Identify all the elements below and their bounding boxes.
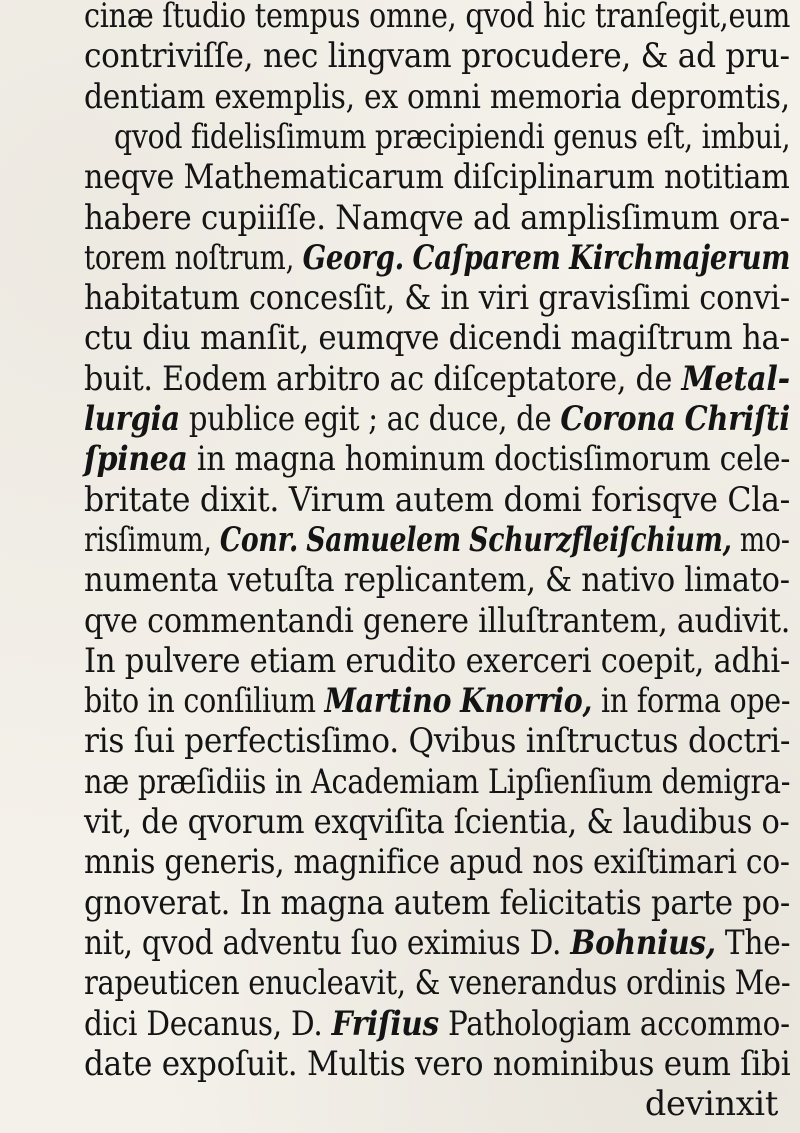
text-line: nit, qvod adventu ſuo eximius D. Bohnius, The-	[84, 922, 791, 962]
text-line: In pulvere etiam erudito exerceri coepit, adhi-	[84, 640, 790, 680]
text-line: bito in conſilium Martino Knorrio, in forma ope-	[84, 681, 791, 721]
text-line: britate dixit. Virum autem domi forisqve Cla-	[84, 479, 790, 519]
text-line: torem noſtrum, Georg. Caſparem Kirchmajerum	[84, 237, 791, 277]
text-line: cinæ ſtudio tempus omne, qvod hic tranſegit,eum	[84, 0, 791, 35]
text-line: næ præſidiis in Academiam Lipſienſium demigra-	[84, 761, 791, 801]
text-line: habitatum concesſit, & in viri gravisſimi convi-	[84, 278, 790, 318]
text-line: neqve Mathematicarum diſciplinarum notitiam	[84, 157, 790, 197]
text-line: vit, de qvorum exqviſita ſcientia, & laudibus o-	[84, 802, 790, 841]
text-line: qve commentandi genere illuſtrantem, audivit.	[84, 600, 791, 640]
text-line: contriviſſe, nec lingvam procudere, & ad pru-	[84, 36, 790, 76]
text-line: risſimum, Conr. Samuelem Schurzfleiſchium, mo-	[84, 519, 790, 559]
text-line: mnis generis, magnifice apud nos exiſtimari co-	[84, 842, 790, 882]
text-line: numenta vetuſta replicantem, & nativo limato-	[84, 560, 790, 600]
text-line: dici Decanus, D. Friſius Pathologiam accommo-	[84, 1003, 790, 1043]
text-line: rapeuticen enucleavit, & venerandus ordinis Me-	[84, 963, 791, 1003]
text-line: devinxit	[644, 1084, 778, 1124]
text-line: lurgia publice egit ; ac duce, de Corona Chriſti	[84, 399, 791, 438]
text-line: gnoverat. In magna autem felicitatis parte po-	[84, 882, 790, 922]
text-line: habere cupiiſſe. Namqve ad amplisſimum ora-	[84, 197, 790, 237]
text-line: qvod fidelisſimum præcipiendi genus eſt, imbui,	[114, 116, 791, 156]
text-line: date expoſuit. Multis vero nominibus eum ſibi	[84, 1043, 791, 1083]
text-line: ris ſui perfectisſimo. Qvibus inſtructus doctri-	[84, 721, 791, 761]
text-line: buit. Eodem arbitro ac diſceptatore, de Metal-	[84, 358, 790, 398]
text-line: dentiam exemplis, ex omni memoria depromtis,	[84, 76, 790, 116]
text-line: ctu diu manſit, eumqve dicendi magiſtrum ha-	[84, 318, 790, 358]
text-line: ſpinea in magna hominum doctisſimorum cele-	[84, 439, 791, 479]
